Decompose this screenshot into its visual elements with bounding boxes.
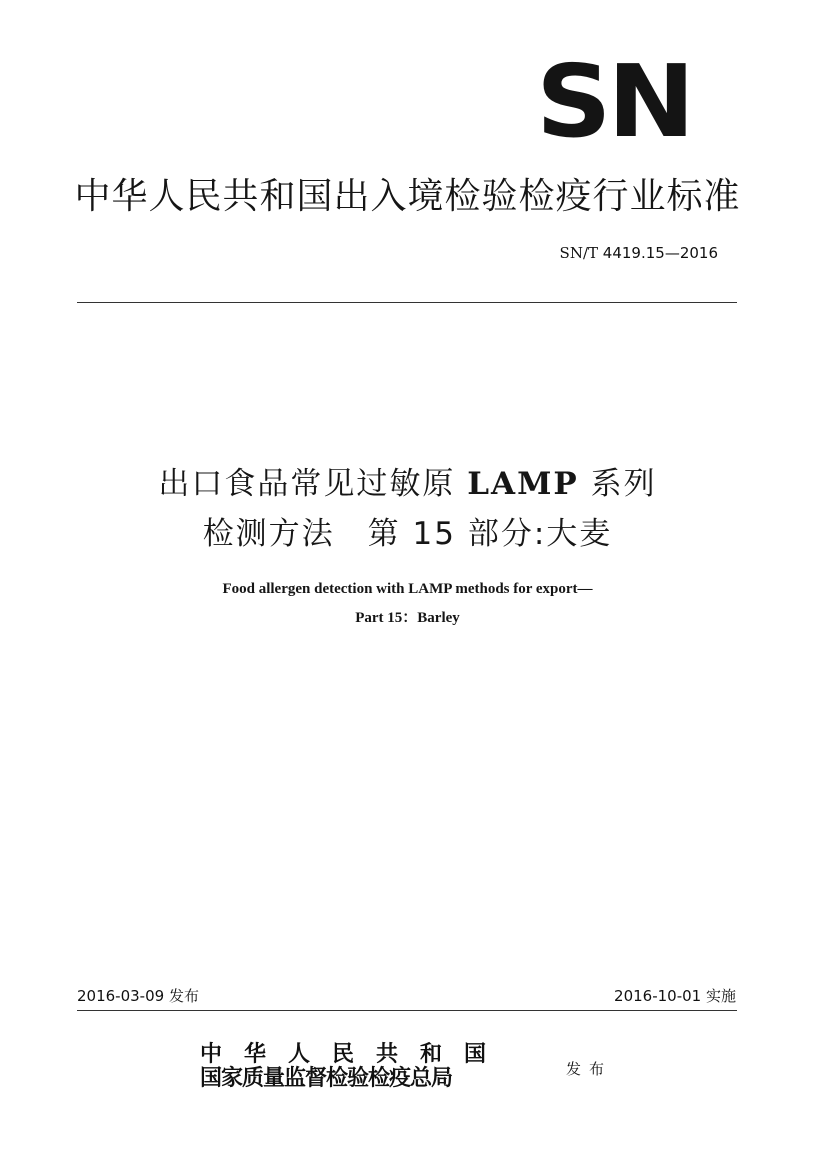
implementation-date: 2016-10-01 实施 (614, 987, 736, 1005)
bottom-divider (77, 1010, 737, 1011)
english-title-line-2: Part 15：Barley (355, 610, 460, 626)
issuer-line-2: 国家质量监督检验检疫总局 (200, 1065, 453, 1091)
chinese-title-part-a: 出口食品常见过敏原 (158, 466, 456, 502)
sn-logo: SN (536, 43, 692, 160)
issuer-line-1: 中华人民共和国 (200, 1041, 509, 1067)
chinese-title-line-1 (0, 458, 815, 503)
industry-standard-title: 中华人民共和国出入境检验检疫行业标准 (74, 176, 741, 217)
standard-prefix: SN/T (559, 244, 599, 262)
chinese-title-lamp: LAMP (467, 466, 579, 502)
chinese-title-line-2: 检测方法 第 15 部分:大麦 (202, 516, 613, 552)
issue-date: 2016-03-09 发布 (77, 987, 199, 1005)
english-title-line-1: Food allergen detection with LAMP methods for export— (222, 581, 593, 597)
issue-action-label: 发布 (566, 1060, 613, 1078)
standard-number (560, 244, 718, 262)
standard-code: 4419.15—2016 (602, 244, 718, 262)
chinese-title-part-b: 系列 (590, 466, 657, 502)
top-divider (77, 302, 737, 303)
